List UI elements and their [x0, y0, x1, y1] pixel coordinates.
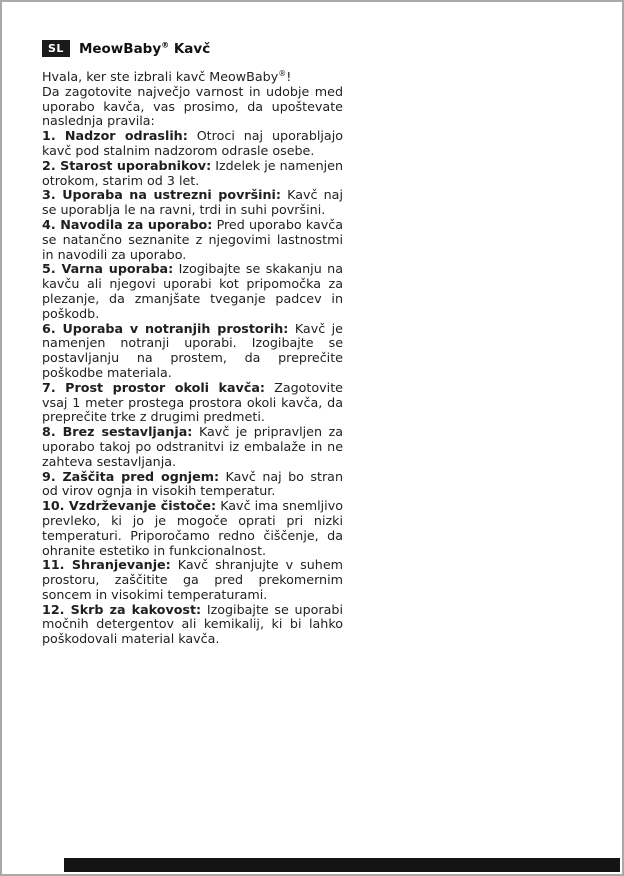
- rule-item-6: [42, 322, 343, 381]
- intro-text-end: !: [286, 69, 292, 84]
- rule-item-10: [42, 499, 343, 558]
- rule-text: Kavč je pripravljen za uporabo takoj po odstranitvi iz embalaže in ne zahteva sestavljanja.: [42, 424, 344, 469]
- intro-text: Hvala, ker ste izbrali kavč MeowBaby: [42, 69, 279, 84]
- rule-item-4: [42, 218, 343, 262]
- rule-label: 10. Vzdrževanje čistoče:: [42, 498, 217, 514]
- registered-trademark-symbol: ®: [161, 40, 170, 49]
- brand-name: MeowBaby: [78, 40, 162, 57]
- rule-item-7: [42, 381, 343, 425]
- rule-item-12: [42, 603, 343, 647]
- rule-item-8: [42, 425, 343, 469]
- registered-trademark-symbol: ®: [278, 68, 287, 78]
- rule-text: Kavč je namenjen notranji uporabi. Izogibajte se postavljanju na prostem, da preprečite poškodbe materiala.: [42, 320, 343, 380]
- rule-text: Izogibajte se uporabi močnih detergentov ali kemikalij, ki bi lahko poškodovali material kavča.: [42, 601, 343, 647]
- rule-text: Kavč shranjujte v suhem prostoru, zaščitite ga pred prekomernim soncem in visokimi temperaturami.: [42, 557, 343, 602]
- rule-label: 5. Varna uporaba:: [42, 261, 174, 277]
- rule-label: 12. Skrb za kakovost:: [42, 601, 202, 617]
- rule-text: Otroci naj uporabljajo kavč pod stalnim nadzorom odrasle osebe.: [42, 128, 343, 158]
- rule-item-11: [42, 558, 343, 602]
- rule-label: 2. Starost uporabnikov:: [42, 157, 212, 173]
- rule-label: 3. Uporaba na ustrezni površini:: [42, 187, 281, 203]
- rule-label: 6. Uporaba v notranjih prostorih:: [42, 320, 289, 336]
- rule-text: Izdelek je namenjen otrokom, starim od 3 let.: [42, 157, 343, 188]
- rule-item-3: [42, 188, 343, 218]
- rule-item-5: [42, 262, 343, 321]
- rule-label: 9. Zaščita pred ognjem:: [42, 468, 220, 484]
- rule-text: Izogibajte se skakanju na kavču ali njegovi uporabi kot pripomočka za plezanje, da zmanjšate tveganje padcev in poškodb.: [42, 261, 343, 321]
- page-header: [42, 40, 622, 57]
- intro-line-2: Da zagotovite največjo varnost in udobje med uporabo kavča, vas prosimo, da upoštevate naslednja pravila:: [42, 83, 343, 129]
- language-badge: SL: [42, 40, 70, 57]
- rule-label: 11. Shranjevanje:: [42, 557, 171, 573]
- rule-text: Zagotovite vsaj 1 meter prostega prostora okoli kavča, da preprečite trke z drugimi predmeti.: [42, 379, 343, 425]
- rule-label: 4. Navodila za uporabo:: [42, 216, 213, 232]
- product-name: Kavč: [169, 40, 211, 57]
- instructions-content: [42, 70, 343, 647]
- page-title: [79, 41, 210, 57]
- rule-text: Kavč naj bo stran od virov ognja in visokih temperatur.: [42, 468, 343, 499]
- rule-label: 1. Nadzor odraslih:: [42, 128, 188, 144]
- rule-text: Pred uporabo kavča se natančno seznanite z njegovimi lastnostmi in navodili za uporabo.: [42, 216, 343, 262]
- rule-text: Kavč naj se uporablja le na ravni, trdi in suhi površini.: [42, 187, 343, 218]
- footer-bar: [64, 858, 620, 872]
- rule-item-2: [42, 159, 343, 189]
- rule-text: Kavč ima snemljivo prevleko, ki jo je mogoče oprati pri nizki temperaturi. Priporočamo redno čiščenje, da ohranite estetiko in funkcionalnost.: [42, 498, 343, 558]
- rule-label: 8. Brez sestavljanja:: [42, 424, 193, 440]
- intro-line-1: [42, 70, 343, 85]
- rule-item-9: [42, 470, 343, 500]
- rule-item-1: [42, 129, 343, 159]
- rule-label: 7. Prost prostor okoli kavča:: [42, 379, 265, 395]
